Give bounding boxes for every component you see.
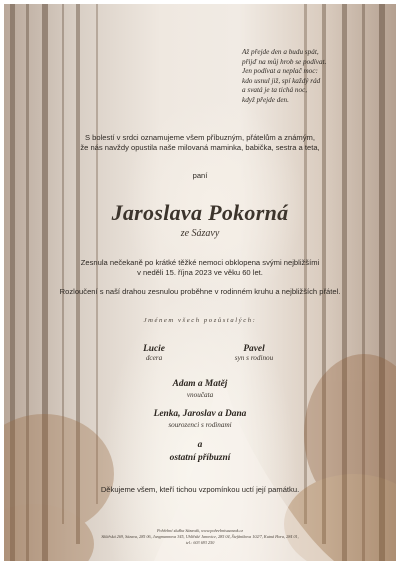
mourner-name: Lucie [143, 344, 165, 354]
footer-line-1: Pohřební služba Sázavák, www.pohrebnisazavak.cz [156, 528, 244, 533]
poem-line: přijď na můj hrob se podívat. [242, 57, 327, 66]
pani-label: paní [192, 171, 208, 180]
deceased-origin: ze Sázavy [180, 228, 220, 239]
mourner-adam-role: vnoučata [186, 391, 214, 399]
mourner-and: a [197, 440, 203, 450]
mourner-others: ostatní příbuzní [169, 453, 231, 463]
death-line-1: Zesnula nečekaně po krátké těžké nemoci obklopena svými nejbližšími [80, 258, 320, 267]
mourner-lenka-role: sourozenci s rodinami [168, 421, 232, 429]
mourners-heading: Jménem všech pozůstalých: [143, 317, 257, 324]
death-line-2: v neděli 15. října 2023 ve věku 60 let. [137, 268, 263, 277]
farewell-text: Rozloučení s naší drahou zesnulou proběhne v rodinném kruhu a nejbližších přátel. [59, 287, 341, 296]
deceased-name: Jaroslava Pokorná [111, 200, 289, 225]
mourner-name: Pavel [243, 344, 265, 354]
poem-line: když přejde den. [242, 95, 289, 104]
mourner-role: syn s rodinou [234, 354, 274, 362]
mourner-adam-name: Adam a Matěj [172, 379, 228, 389]
footer-line-2: Sklářská 269, Sázava, 285 06, Jungmannova 345, Uhlířské Janovice, 285 04, Štefánikova 102/7, Kutná Hora, 284 01, [101, 534, 299, 539]
poem-line: a svatá je ta tichá noc, [242, 86, 308, 95]
poem [242, 48, 382, 106]
poem-line: Až přejde den a budu spát, [242, 48, 319, 56]
mourner-lenka-name: Lenka, Jaroslav a Dana [153, 409, 247, 419]
thanks-text: Děkujeme všem, kteří tichou vzpomínkou uctí její památku. [100, 485, 300, 494]
mourner-role: dcera [145, 354, 163, 362]
mourner-pavel [204, 344, 304, 362]
announcement-line-1: S bolestí v srdci oznamujeme všem příbuzným, přátelům a známým, [84, 133, 315, 142]
poem-line: kdo usnul již, spí každý rád [242, 76, 321, 85]
poem-line: Jen podívat a neplač moc: [242, 67, 318, 76]
announcement-line-2: že nás navždy opustila naše milovaná maminka, babička, sestra a teta, [80, 143, 320, 152]
footer-line-3: tel.: 603 693 250 [185, 540, 215, 545]
mourner-lucie [104, 344, 204, 362]
obituary-sheet [4, 4, 396, 561]
